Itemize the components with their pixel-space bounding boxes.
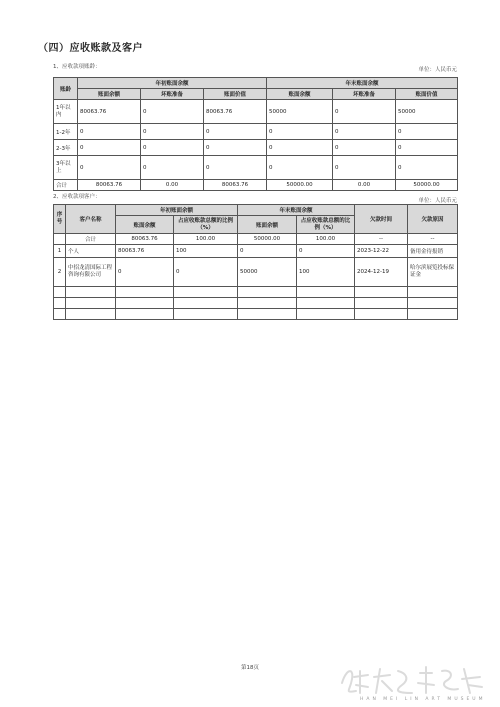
customers-subheader-ratio: 占应收账款总额的比例（%） [174,216,238,234]
table-cell: 80063.76 [78,180,141,191]
table-row [54,156,458,180]
page-number: 第18页 [241,665,259,671]
aging-subheader: 账面余额 [78,89,141,100]
table-cell: 2 [54,258,66,287]
table-cell: 0 [141,100,204,124]
table-cell: 0 [333,124,396,140]
table-cell: 中招龙清国际工程咨询有限公司 [66,258,116,287]
table-cell: 80063.76 [78,100,141,124]
customers-total-label: 合计 [66,234,116,245]
table-cell: 备用金待报销 [408,245,458,258]
customers-header-begin: 年初账面余额 [116,205,238,216]
aging-total-label: 合计 [54,180,78,191]
table-cell: 50000.00 [267,180,333,191]
customers-unit: 单位：人民币元 [418,198,457,204]
aging-unit: 单位：人民币元 [418,67,457,73]
table-cell: 0 [204,124,267,140]
aging-table [53,77,458,191]
table-cell: 0.00 [141,180,204,191]
table-cell: 0 [396,124,458,140]
aging-subheader: 坏账准备 [141,89,204,100]
table-cell: 100 [297,258,355,287]
table-cell: 80063.76 [116,245,174,258]
table-cell: 50000 [396,100,458,124]
table-cell: 80063.76 [116,234,174,245]
table-cell: 0 [333,156,396,180]
customers-subheader-balance: 账面余额 [238,216,297,234]
table-cell: 0 [78,156,141,180]
table-cell: 0 [333,100,396,124]
table-cell: 100.00 [174,234,238,245]
table-cell: 0 [297,245,355,258]
table-row [54,298,458,309]
customers-subheader-balance: 账面余额 [116,216,174,234]
table-cell: 50000 [238,258,297,287]
table-cell: 0 [204,140,267,156]
museum-watermark-logo [336,663,486,697]
table-cell: 0.00 [333,180,396,191]
aging-header-end: 年末账面余额 [267,78,458,89]
customers-header-date: 欠款时间 [355,205,408,234]
table-cell: 2024-12-19 [355,258,408,287]
table-cell: 0 [204,156,267,180]
aging-subheader: 坏账准备 [333,89,396,100]
table-cell: 0 [333,140,396,156]
table-cell: 个人 [66,245,116,258]
table-cell: 0 [78,140,141,156]
aging-subheader: 账面余额 [267,89,333,100]
table-cell: 50000 [267,100,333,124]
table-cell: 80063.76 [204,180,267,191]
table-cell: 0 [396,140,458,156]
table-cell: 100 [174,245,238,258]
aging-row-label: 3年以上 [54,156,78,180]
table-cell: 0 [174,258,238,287]
table-total-row [54,180,458,191]
aging-row-label: 2-3年 [54,140,78,156]
table-cell: 80063.76 [204,100,267,124]
table-row [54,309,458,320]
table-cell: 0 [116,258,174,287]
customers-header-name: 客户名称 [66,205,116,234]
table-cell: 50000.00 [396,180,458,191]
table-row [54,124,458,140]
table-cell [54,234,66,245]
table-cell: -- [355,234,408,245]
page-title: （四）应收账款及客户 [38,43,143,54]
customers-subheader-ratio: 占应收账款总额的比例（%） [297,216,355,234]
table-row [54,258,458,287]
table-cell: 0 [141,156,204,180]
table-row [54,140,458,156]
table-cell: 0 [78,124,141,140]
aging-subheader: 账面价值 [204,89,267,100]
customers-table [53,204,458,320]
aging-header-begin: 年初账面余额 [78,78,267,89]
table-cell: -- [408,234,458,245]
watermark-text: HAN MEI LIN ART MUSEUM [360,697,486,702]
customers-header-reason: 欠款原因 [408,205,458,234]
table-cell: 100.00 [297,234,355,245]
table-cell: 0 [267,124,333,140]
aging-row-label: 1年以内 [54,100,78,124]
aging-header-age: 账龄 [54,78,78,100]
table-cell: 0 [267,140,333,156]
table-cell: 0 [141,124,204,140]
customers-header-end: 年末账面余额 [238,205,355,216]
customers-header-no: 序号 [54,205,66,234]
table-cell: 0 [267,156,333,180]
table-cell: 0 [141,140,204,156]
aging-subheader: 账面价值 [396,89,458,100]
table-cell: 0 [238,245,297,258]
table-row [54,245,458,258]
table-total-row [54,234,458,245]
table-row [54,100,458,124]
customers-subtitle: 2、应收款项客户： [53,194,101,200]
table-row [54,287,458,298]
aging-subtitle: 1、应收款项账龄： [53,64,101,70]
table-cell: 50000.00 [238,234,297,245]
table-cell: 哈尔滨展览投标保证金 [408,258,458,287]
table-cell: 0 [396,156,458,180]
aging-row-label: 1-2年 [54,124,78,140]
table-cell: 2023-12-22 [355,245,408,258]
table-cell: 1 [54,245,66,258]
